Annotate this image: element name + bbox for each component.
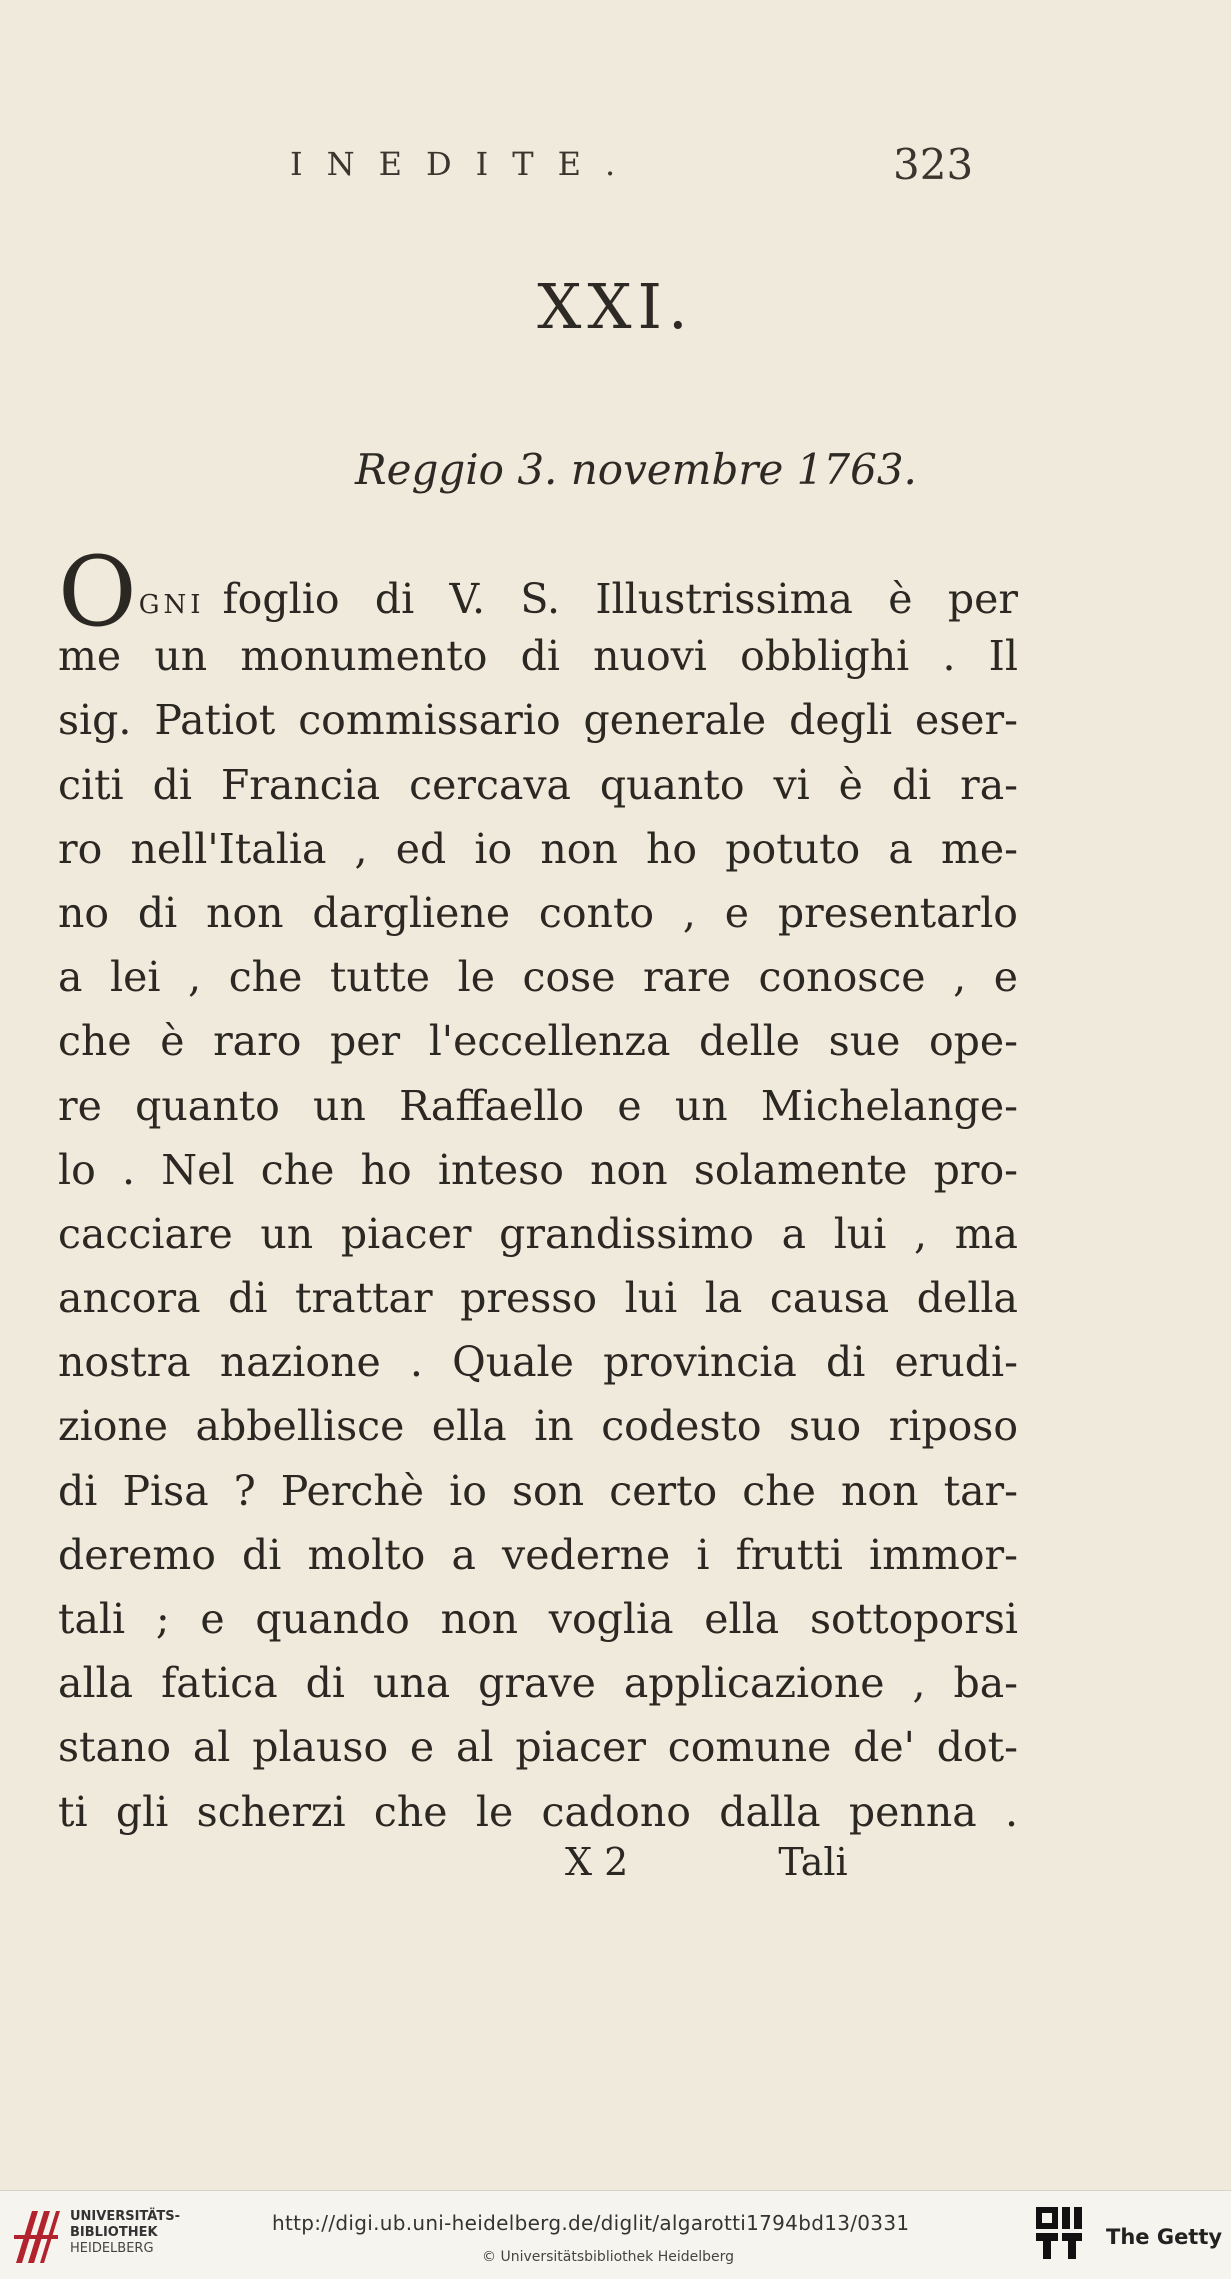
- text-line: [58, 536, 1018, 648]
- library-name-line: UNIVERSITÄTS-: [70, 2209, 180, 2224]
- text-line: deremo di molto a vederne i frutti immor-: [58, 1530, 1018, 1579]
- text-line: a lei , che tutte le cose rare conosce , e: [58, 953, 1018, 1002]
- permalink-url[interactable]: http://digi.ub.uni-heidelberg.de/diglit/algarotti1794bd13/0331: [272, 2211, 910, 2235]
- library-name-line: HEIDELBERG: [70, 2241, 154, 2256]
- text-line: re quanto un Raffaello e un Michelange-: [58, 1081, 1018, 1130]
- library-name: [70, 2209, 180, 2257]
- text-line-content: foglio di V. S. Illustrissima è per: [222, 575, 1018, 623]
- page-number: 323: [893, 140, 974, 189]
- text-line: tali ; e quando non voglia ella sottoporsi: [58, 1595, 1018, 1643]
- text-line: cacciare un piacer grandissimo a lui , ma: [58, 1209, 1018, 1258]
- catchwords: [565, 1840, 848, 1884]
- text-line: zione abbellisce ella in codesto suo riposo: [58, 1402, 1018, 1451]
- footer-bar: [0, 2190, 1231, 2279]
- running-head: INEDITE.: [290, 145, 640, 183]
- text-line: alla fatica di una grave applicazione , ba-: [58, 1659, 1018, 1708]
- partner-name: The Getty: [1106, 2225, 1223, 2249]
- text-line: no di non dargliene conto , e presentarlo: [58, 888, 1018, 937]
- first-word-small-caps: GNI: [138, 590, 205, 620]
- getty-logo-icon[interactable]: [1036, 2207, 1086, 2263]
- chapter-number: XXI.: [537, 270, 694, 343]
- text-line: citi di Francia cercava quanto vi è di ra-: [58, 760, 1018, 809]
- text-line: ancora di trattar presso lui la causa della: [58, 1274, 1018, 1323]
- university-library-logo-icon[interactable]: [12, 2205, 62, 2267]
- copyright-notice: © Universitätsbibliothek Heidelberg: [482, 2249, 735, 2265]
- text-line: di Pisa ? Perchè io son certo che non tar-: [58, 1466, 1018, 1515]
- text-line: nostra nazione . Quale provincia di erudi-: [58, 1338, 1018, 1387]
- text-line: ro nell'Italia , ed io non ho potuto a me-: [58, 824, 1018, 873]
- drop-cap: O: [58, 536, 137, 648]
- text-line: sig. Patiot commissario generale degli eser-: [58, 696, 1018, 745]
- signature-mark: X 2: [565, 1840, 629, 1884]
- text-line: stano al plauso e al piacer comune de' dot-: [58, 1723, 1018, 1772]
- body-text: [58, 536, 1018, 1844]
- text-line: che è raro per l'eccellenza delle sue ope-: [58, 1017, 1018, 1066]
- text-line: me un monumento di nuovi obblighi . Il: [58, 632, 1018, 681]
- catchword: Tali: [778, 1840, 848, 1884]
- library-name-line: BIBLIOTHEK: [70, 2225, 158, 2240]
- dateline: Reggio 3. novembre 1763.: [355, 445, 917, 494]
- text-line: ti gli scherzi che le cadono dalla penna .: [58, 1787, 1018, 1836]
- text-line: lo . Nel che ho inteso non solamente pro-: [58, 1145, 1018, 1194]
